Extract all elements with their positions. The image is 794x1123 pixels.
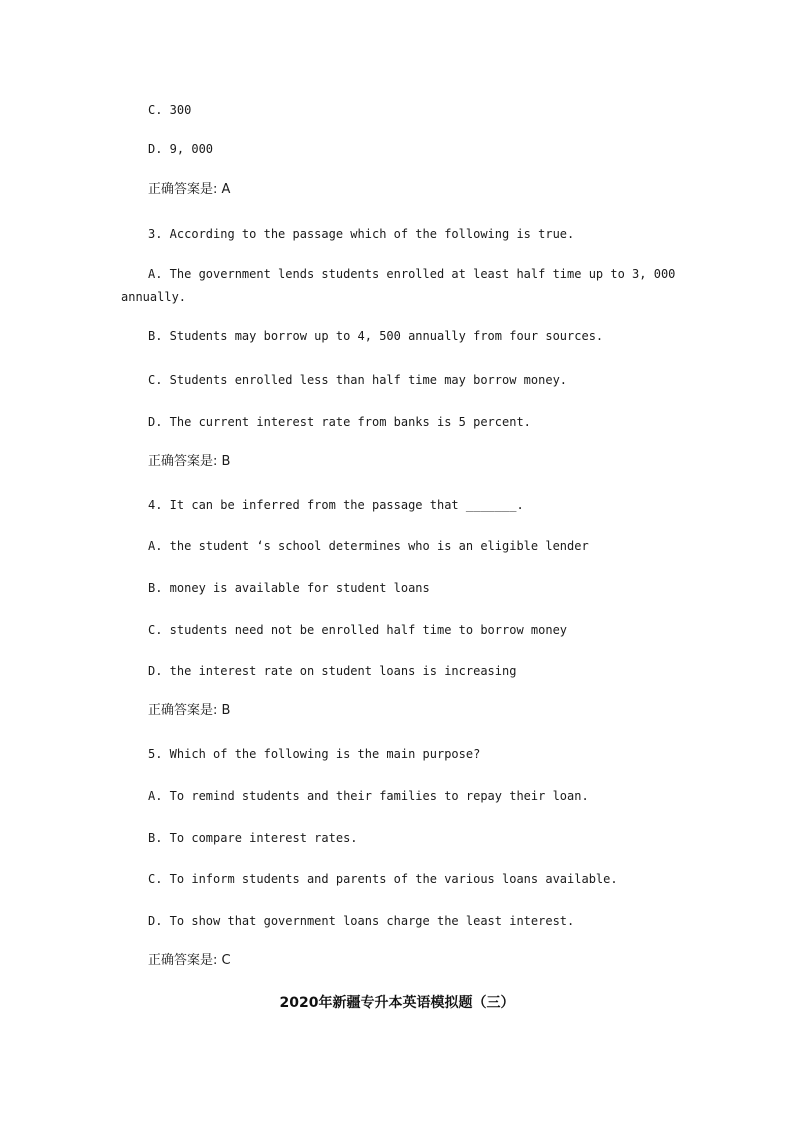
q2-option-c: C. 300 — [148, 103, 192, 117]
q4-option-b: B. money is available for student loans — [148, 581, 430, 595]
q3-option-a-continued: annually. — [121, 290, 187, 304]
q5-answer: 正确答案是: C — [148, 953, 231, 968]
q3-option-a: A. The government lends students enrolled at least half time up to 3, 000 — [148, 267, 676, 281]
q3-option-d: D. The current interest rate from banks is 5 percent. — [148, 415, 531, 429]
q2-answer: 正确答案是: A — [148, 182, 231, 197]
q4-option-c: C. students need not be enrolled half time to borrow money — [148, 623, 568, 637]
q4-option-a: A. the student ‘s school determines who is an eligible lender — [148, 539, 589, 553]
q4-stem: 4. It can be inferred from the passage that _______. — [148, 498, 524, 512]
q4-option-d: D. the interest rate on student loans is increasing — [148, 664, 517, 678]
q5-stem: 5. Which of the following is the main purpose? — [148, 747, 481, 761]
section-title: 2020年新疆专升本英语模拟题（三） — [279, 995, 515, 1011]
q5-option-b: B. To compare interest rates. — [148, 831, 358, 845]
q3-stem: 3. According to the passage which of the following is true. — [148, 227, 575, 241]
q5-option-d: D. To show that government loans charge the least interest. — [148, 914, 575, 928]
q3-option-b: B. Students may borrow up to 4, 500 annually from four sources. — [148, 329, 604, 343]
q3-answer: 正确答案是: B — [148, 454, 231, 469]
q2-option-d: D. 9, 000 — [148, 142, 214, 156]
q4-answer: 正确答案是: B — [148, 703, 231, 718]
q3-option-c: C. Students enrolled less than half time may borrow money. — [148, 373, 568, 387]
q5-option-a: A. To remind students and their families to repay their loan. — [148, 789, 589, 803]
q5-option-c: C. To inform students and parents of the various loans available. — [148, 872, 618, 886]
